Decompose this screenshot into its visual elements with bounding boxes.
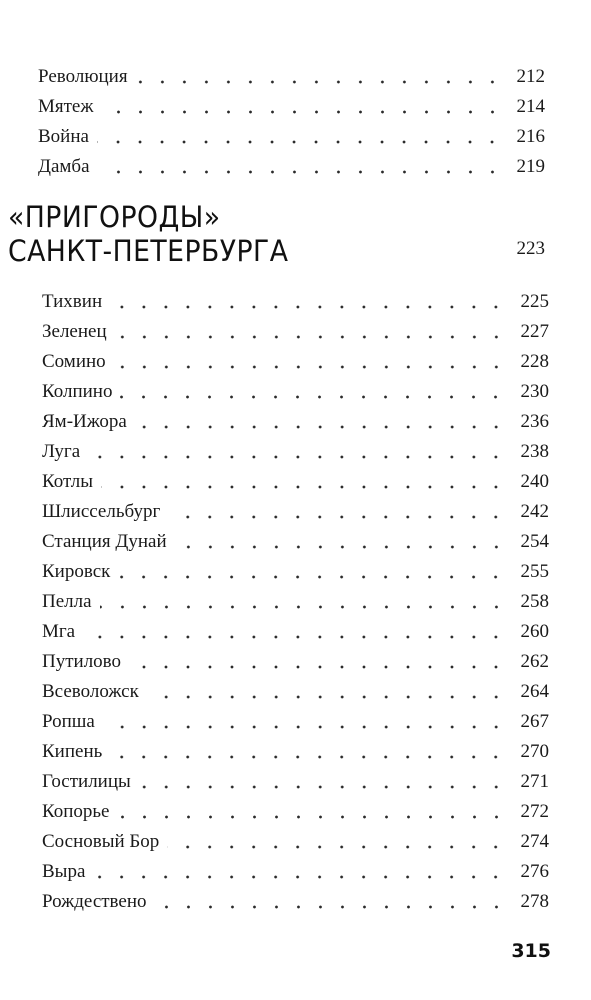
toc-entry: [38, 58, 545, 88]
toc-entry: [42, 403, 549, 433]
toc-entry-label: Ропша: [42, 711, 103, 733]
toc-entry: [42, 433, 549, 463]
toc-entry: [38, 148, 545, 178]
toc-entry-label: Колпино: [42, 381, 120, 403]
dot-leader: [120, 381, 507, 403]
toc-entry-page: 219: [503, 156, 545, 178]
section-page-number: 223: [516, 238, 545, 259]
toc-entry-page: 228: [507, 351, 549, 373]
toc-entry: [42, 583, 549, 613]
dot-leader: [103, 711, 507, 733]
dot-leader: [101, 471, 507, 493]
toc-entry: [42, 793, 549, 823]
page-number: 315: [511, 940, 551, 962]
toc-entry-page: 216: [503, 126, 545, 148]
toc-entry-page: 264: [507, 681, 549, 703]
toc-entry-label: Война: [38, 126, 97, 148]
dot-leader: [110, 741, 507, 763]
toc-entry-label: Рождествено: [42, 891, 155, 913]
toc-entry-label: Гостилицы: [42, 771, 139, 793]
toc-entry-page: 254: [507, 531, 549, 553]
toc-entry-page: 258: [507, 591, 549, 613]
toc-entry: [42, 703, 549, 733]
toc-entry-label: Мятеж: [38, 96, 102, 118]
dot-leader: [102, 96, 504, 118]
toc-entry: [42, 343, 549, 373]
toc-entry-label: Станция Дунай: [42, 531, 175, 553]
dot-leader: [97, 126, 503, 148]
toc-entry-label: Сосновый Бор: [42, 831, 167, 853]
dot-leader: [129, 651, 507, 673]
toc-entry: [42, 823, 549, 853]
toc-entry-label: Кипень: [42, 741, 110, 763]
toc-entry-page: 267: [507, 711, 549, 733]
dot-leader: [98, 156, 503, 178]
toc-entry: [38, 118, 545, 148]
toc-entry-page: 278: [507, 891, 549, 913]
toc-entry-page: 214: [503, 96, 545, 118]
dot-leader: [83, 621, 507, 643]
toc-entry-page: 240: [507, 471, 549, 493]
toc-entry: [42, 283, 549, 313]
toc-entry: [42, 553, 549, 583]
toc-entry-label: Путилово: [42, 651, 129, 673]
toc-entry-page: 276: [507, 861, 549, 883]
toc-entry: [42, 643, 549, 673]
toc-entry-page: 227: [507, 321, 549, 343]
dot-leader: [118, 561, 507, 583]
dot-leader: [175, 531, 507, 553]
dot-leader: [135, 411, 507, 433]
dot-leader: [110, 291, 507, 313]
toc-entry: [42, 733, 549, 763]
dot-leader: [93, 861, 507, 883]
toc-entry-label: Зеленец: [42, 321, 115, 343]
toc-entry-page: 225: [507, 291, 549, 313]
section-title-line-1: «ПРИГОРОДЫ»: [8, 200, 221, 234]
toc-entry-page: 274: [507, 831, 549, 853]
toc-entry-label: Копорье: [42, 801, 118, 823]
toc-entry-label: Революция: [38, 66, 136, 88]
toc-entry-label: Сомино: [42, 351, 114, 373]
toc-entry: [42, 373, 549, 403]
toc-entry: [42, 523, 549, 553]
toc-entry: [42, 463, 549, 493]
section-title: [8, 200, 289, 268]
toc-entry: [42, 853, 549, 883]
toc-entry-page: 230: [507, 381, 549, 403]
dot-leader: [168, 501, 507, 523]
toc-entry-label: Котлы: [42, 471, 101, 493]
dot-leader: [147, 681, 507, 703]
toc-entry-label: Луга: [42, 441, 88, 463]
toc-entry-page: 255: [507, 561, 549, 583]
dot-leader: [115, 321, 507, 343]
toc-entry-label: Пелла: [42, 591, 100, 613]
section-title-line-2: САНКТ-ПЕТЕРБУРГА: [8, 234, 289, 268]
toc-entry: [42, 883, 549, 913]
dot-leader: [114, 351, 507, 373]
toc-entry-page: 260: [507, 621, 549, 643]
toc-entry-label: Всеволожск: [42, 681, 147, 703]
toc-entry: [38, 88, 545, 118]
toc-entry-page: 270: [507, 741, 549, 763]
toc-entry: [42, 763, 549, 793]
toc-entry-label: Тихвин: [42, 291, 110, 313]
toc-entry-page: 271: [507, 771, 549, 793]
toc-entry-page: 242: [507, 501, 549, 523]
toc-entry-page: 238: [507, 441, 549, 463]
dot-leader: [88, 441, 507, 463]
toc-entry-label: Ям-Ижора: [42, 411, 135, 433]
dot-leader: [100, 591, 507, 613]
toc-entry-page: 236: [507, 411, 549, 433]
toc-entry: [42, 493, 549, 523]
toc-entry: [42, 613, 549, 643]
toc-entry-label: Мга: [42, 621, 83, 643]
toc-entry-page: 212: [503, 66, 545, 88]
toc-entry-label: Дамба: [38, 156, 98, 178]
toc-entry: [42, 673, 549, 703]
dot-leader: [118, 801, 508, 823]
toc-entry: [42, 313, 549, 343]
toc-entry-label: Выра: [42, 861, 93, 883]
toc-entry-label: Шлиссельбург: [42, 501, 168, 523]
toc-entry-label: Кировск: [42, 561, 118, 583]
dot-leader: [155, 891, 507, 913]
dot-leader: [139, 771, 507, 793]
dot-leader: [136, 66, 503, 88]
dot-leader: [167, 831, 507, 853]
toc-entry-page: 272: [507, 801, 549, 823]
toc-entry-page: 262: [507, 651, 549, 673]
